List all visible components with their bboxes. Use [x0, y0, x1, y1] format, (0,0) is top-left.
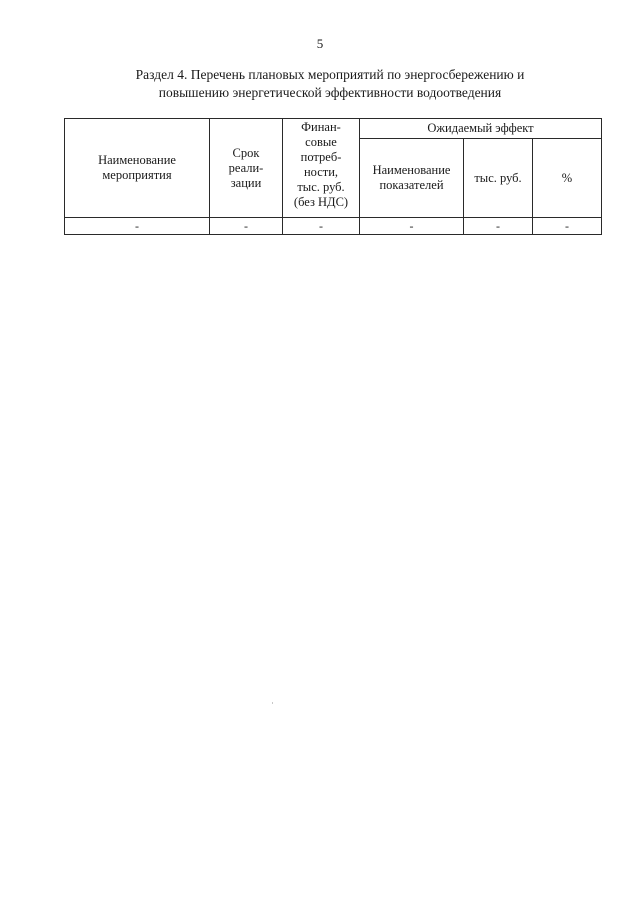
- header-percent: %: [533, 139, 602, 218]
- scan-speck: [272, 702, 273, 704]
- section-title: [60, 66, 600, 102]
- table-row: [65, 218, 602, 235]
- header-financial-needs: Финан- совые потреб- ности, тыс. руб. (без НДС): [283, 119, 360, 218]
- table-cell: -: [283, 218, 360, 235]
- header-expected-effect: Ожидаемый эффект: [360, 119, 602, 139]
- header-thousand-rub: тыс. руб.: [464, 139, 533, 218]
- header-indicator-name: Наименование показателей: [360, 139, 464, 218]
- table-cell: -: [65, 218, 210, 235]
- table-cell: -: [360, 218, 464, 235]
- header-term: Срок реали- зации: [210, 119, 283, 218]
- page-number: 5: [316, 36, 324, 51]
- section-title-line-1: Раздел 4. Перечень плановых мероприятий по энергосбережению и: [135, 67, 525, 82]
- section-title-line-2: повышению энергетической эффективности водоотведения: [158, 85, 502, 100]
- table-cell: -: [464, 218, 533, 235]
- activities-table: [64, 118, 602, 235]
- table-cell: -: [533, 218, 602, 235]
- table-cell: -: [210, 218, 283, 235]
- header-activity-name: Наименование мероприятия: [65, 119, 210, 218]
